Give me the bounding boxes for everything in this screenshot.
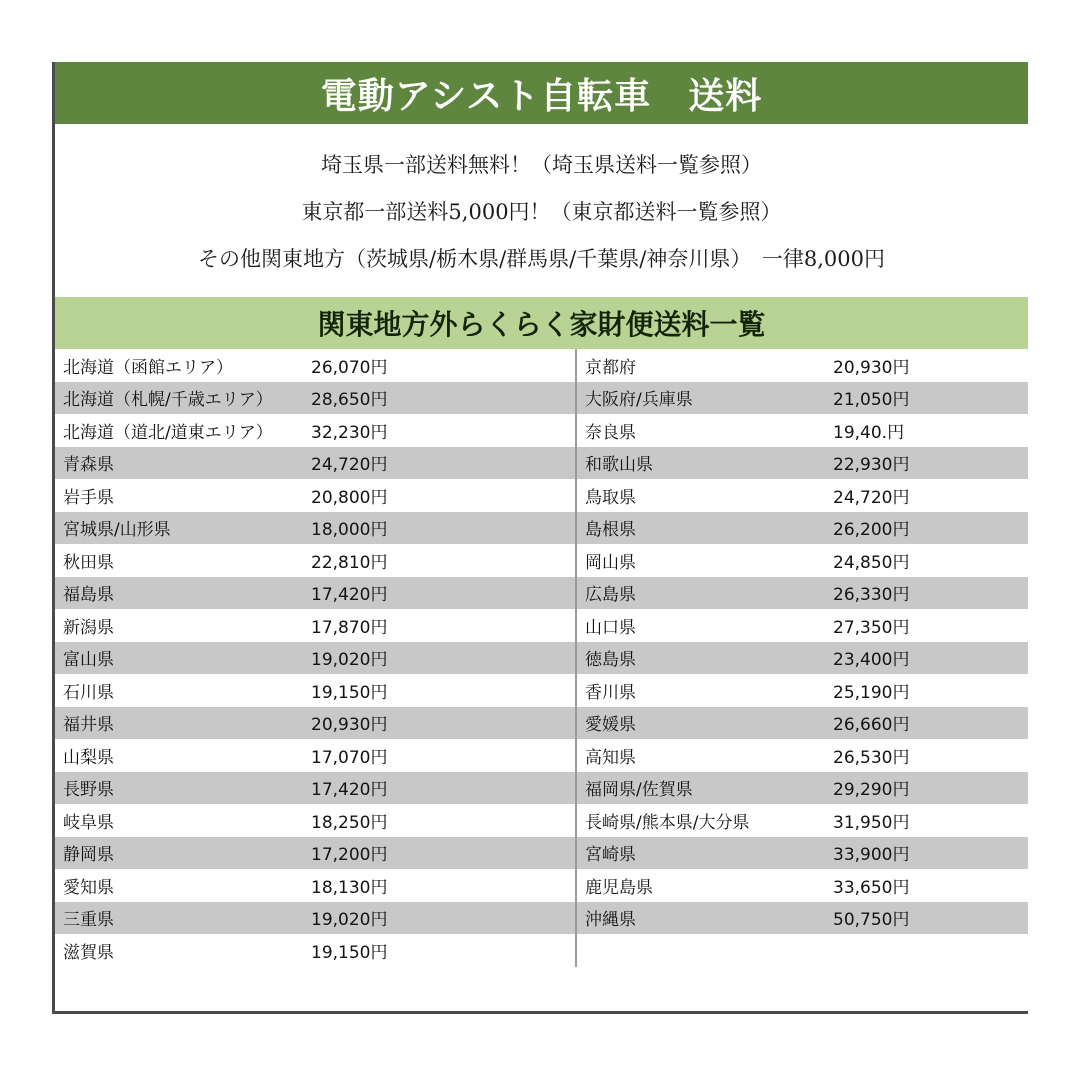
- region-cell: 岩手県: [55, 479, 303, 512]
- price-cell: 17,870円: [303, 609, 576, 642]
- region-cell: 和歌山県: [576, 447, 825, 480]
- table-row: [55, 934, 1028, 967]
- table-row: [55, 674, 1028, 707]
- price-cell: 22,930円: [825, 447, 1028, 480]
- price-cell: 21,050円: [825, 382, 1028, 415]
- table-row: [55, 642, 1028, 675]
- region-cell: 大阪府/兵庫県: [576, 382, 825, 415]
- region-cell: 福井県: [55, 707, 303, 740]
- price-cell: 20,930円: [303, 707, 576, 740]
- table-row: [55, 804, 1028, 837]
- price-cell: 19,150円: [303, 674, 576, 707]
- price-cell: 33,650円: [825, 869, 1028, 902]
- table-row: [55, 837, 1028, 870]
- region-cell: 鳥取県: [576, 479, 825, 512]
- region-cell: 長崎県/熊本県/大分県: [576, 804, 825, 837]
- region-cell: 滋賀県: [55, 934, 303, 967]
- price-cell: 24,850円: [825, 544, 1028, 577]
- note-line: 埼玉県一部送料無料！（埼玉県送料一覧参照）: [321, 153, 762, 177]
- region-cell: 新潟県: [55, 609, 303, 642]
- price-cell: 26,200円: [825, 512, 1028, 545]
- region-cell: 奈良県: [576, 414, 825, 447]
- region-cell: 愛知県: [55, 869, 303, 902]
- region-cell: 岐阜県: [55, 804, 303, 837]
- table-row: [55, 512, 1028, 545]
- table-row: [55, 447, 1028, 480]
- region-cell: 静岡県: [55, 837, 303, 870]
- region-cell: [576, 934, 825, 967]
- price-cell: 20,800円: [303, 479, 576, 512]
- region-cell: 北海道（函館エリア）: [55, 349, 303, 382]
- price-cell: 19,020円: [303, 642, 576, 675]
- price-cell: 17,070円: [303, 739, 576, 772]
- region-cell: 宮城県/山形県: [55, 512, 303, 545]
- region-cell: 北海道（道北/道東エリア）: [55, 414, 303, 447]
- region-cell: 秋田県: [55, 544, 303, 577]
- table-row: [55, 349, 1028, 382]
- price-cell: 20,930円: [825, 349, 1028, 382]
- table-row: [55, 479, 1028, 512]
- price-cell: 26,660円: [825, 707, 1028, 740]
- page-title: 電動アシスト自転車 送料: [55, 62, 1028, 124]
- table-row: [55, 609, 1028, 642]
- region-cell: 福岡県/佐賀県: [576, 772, 825, 805]
- region-cell: 宮崎県: [576, 837, 825, 870]
- price-cell: 32,230円: [303, 414, 576, 447]
- region-cell: 長野県: [55, 772, 303, 805]
- region-cell: 山梨県: [55, 739, 303, 772]
- table-row: [55, 577, 1028, 610]
- price-cell: 29,290円: [825, 772, 1028, 805]
- shipping-fee-sheet: [52, 62, 1028, 1014]
- price-cell: 18,250円: [303, 804, 576, 837]
- region-cell: 京都府: [576, 349, 825, 382]
- price-cell: 24,720円: [303, 447, 576, 480]
- table-row: [55, 869, 1028, 902]
- price-cell: 25,190円: [825, 674, 1028, 707]
- table-row: [55, 772, 1028, 805]
- price-cell: 26,530円: [825, 739, 1028, 772]
- price-cell: 26,070円: [303, 349, 576, 382]
- region-cell: 三重県: [55, 902, 303, 935]
- region-cell: 鹿児島県: [576, 869, 825, 902]
- price-cell: 28,650円: [303, 382, 576, 415]
- region-cell: 島根県: [576, 512, 825, 545]
- table-row: [55, 739, 1028, 772]
- region-cell: 富山県: [55, 642, 303, 675]
- price-cell: 33,900円: [825, 837, 1028, 870]
- region-cell: 愛媛県: [576, 707, 825, 740]
- fee-table: [55, 349, 1028, 967]
- region-cell: 広島県: [576, 577, 825, 610]
- region-cell: 香川県: [576, 674, 825, 707]
- price-cell: 22,810円: [303, 544, 576, 577]
- fee-table-body: [55, 349, 1028, 967]
- table-row: [55, 414, 1028, 447]
- region-cell: 青森県: [55, 447, 303, 480]
- region-cell: 岡山県: [576, 544, 825, 577]
- table-row: [55, 382, 1028, 415]
- region-cell: 沖縄県: [576, 902, 825, 935]
- price-cell: 19,150円: [303, 934, 576, 967]
- price-cell: [825, 934, 1028, 967]
- price-cell: 26,330円: [825, 577, 1028, 610]
- note-line: その他関東地方（茨城県/栃木県/群馬県/千葉県/神奈川県） 一律8,000円: [198, 247, 885, 271]
- region-cell: 石川県: [55, 674, 303, 707]
- price-cell: 17,420円: [303, 772, 576, 805]
- table-row: [55, 544, 1028, 577]
- price-cell: 19,40.円: [825, 414, 1028, 447]
- region-cell: 福島県: [55, 577, 303, 610]
- notes-section: [55, 124, 1028, 297]
- price-cell: 24,720円: [825, 479, 1028, 512]
- price-cell: 19,020円: [303, 902, 576, 935]
- region-cell: 山口県: [576, 609, 825, 642]
- price-cell: 18,130円: [303, 869, 576, 902]
- price-cell: 18,000円: [303, 512, 576, 545]
- price-cell: 23,400円: [825, 642, 1028, 675]
- price-cell: 17,200円: [303, 837, 576, 870]
- table-row: [55, 707, 1028, 740]
- price-cell: 50,750円: [825, 902, 1028, 935]
- region-cell: 北海道（札幌/千歳エリア）: [55, 382, 303, 415]
- price-cell: 27,350円: [825, 609, 1028, 642]
- table-row: [55, 902, 1028, 935]
- price-cell: 17,420円: [303, 577, 576, 610]
- region-cell: 徳島県: [576, 642, 825, 675]
- price-cell: 31,950円: [825, 804, 1028, 837]
- section-title: 関東地方外らくらく家財便送料一覧: [55, 297, 1028, 349]
- note-line: 東京都一部送料5,000円！（東京都送料一覧参照）: [301, 200, 782, 224]
- region-cell: 高知県: [576, 739, 825, 772]
